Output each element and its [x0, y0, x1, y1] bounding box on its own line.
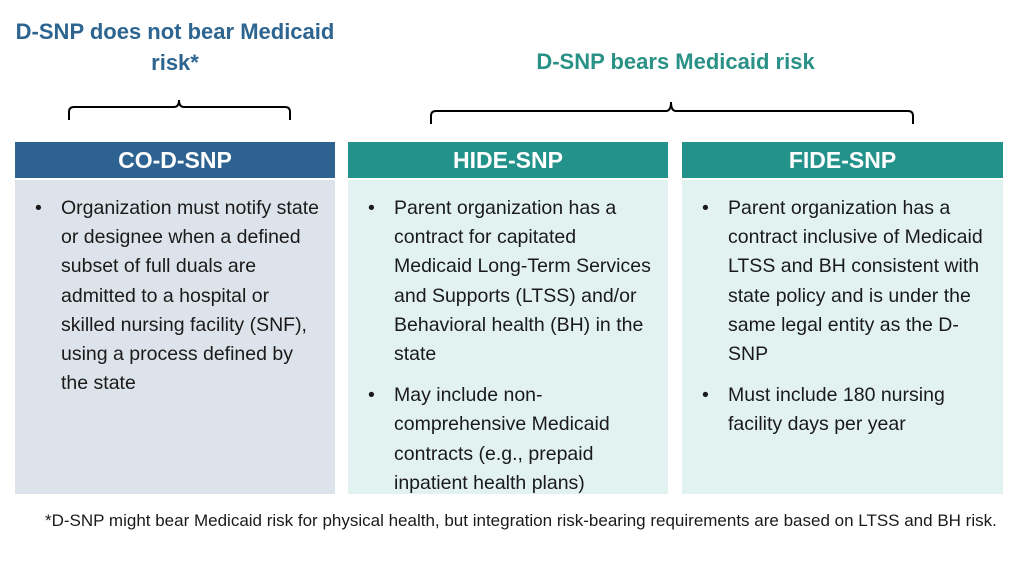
group-label-bears-risk: D-SNP bears Medicaid risk: [536, 49, 815, 74]
hide-snp-bullet-2: • May include non-comprehensive Medicaid contracts (e.g., prepaid inpatient health plans): [362, 381, 658, 498]
footnote: *D-SNP might bear Medicaid risk for physical health, but integration risk-bearing requirements are based on LTSS and BH risk.: [45, 511, 997, 530]
hide-snp-header: HIDE-SNP: [348, 142, 668, 178]
co-d-snp-body: [15, 180, 335, 494]
fide-snp-body: [682, 180, 1003, 494]
co-d-snp-bullet-1: • Organization must notify state or designee when a defined subset of full duals are admitted to a hospital or skilled nursing facility (SNF), using a process defined by the state: [29, 194, 325, 398]
fide-snp-bullet-2: • Must include 180 nursing facility days per year: [696, 381, 993, 439]
fide-snp-header: FIDE-SNP: [682, 142, 1003, 178]
brace-right: [420, 90, 925, 126]
hide-snp-body: [348, 180, 668, 494]
brace-left: [60, 90, 300, 124]
co-d-snp-header: CO-D-SNP: [15, 142, 335, 178]
group-label-no-risk: D-SNP does not bear Medicaid risk*: [15, 19, 335, 75]
fide-snp-bullet-1: • Parent organization has a contract inclusive of Medicaid LTSS and BH consistent with state policy and is under the same legal entity as the D-SNP: [696, 194, 993, 369]
hide-snp-bullet-1: • Parent organization has a contract for capitated Medicaid Long-Term Services and Supports (LTSS) and/or Behavioral health (BH) in the state: [362, 194, 658, 369]
